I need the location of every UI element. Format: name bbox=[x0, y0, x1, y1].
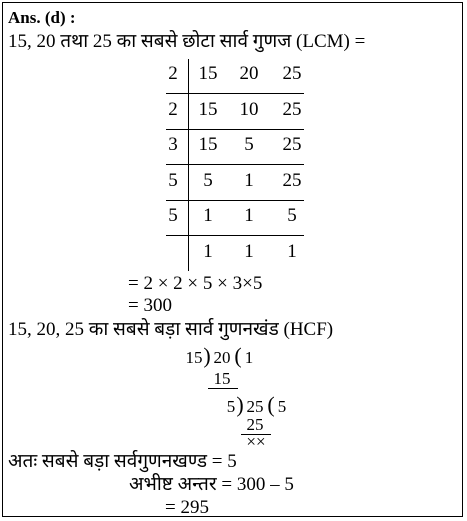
hcf-subtract-1: 15 bbox=[213, 369, 231, 388]
table-cell: 15 bbox=[198, 99, 218, 120]
divisor: 2 bbox=[168, 99, 178, 120]
table-cell: 5 bbox=[287, 205, 297, 226]
table-vertical-divider bbox=[188, 59, 189, 271]
divisor: 5 bbox=[168, 170, 178, 191]
required-difference: अभीष्ट अन्तर = 300 – 5 bbox=[129, 474, 294, 495]
answer-label: Ans. (d) : bbox=[8, 8, 76, 27]
divisor: 5 bbox=[168, 205, 178, 226]
division-bracket: ( bbox=[267, 392, 275, 417]
table-rule bbox=[166, 93, 304, 94]
final-result: = 295 bbox=[165, 497, 209, 518]
table-rule bbox=[166, 164, 304, 165]
subtract-rule bbox=[208, 388, 238, 389]
table-cell: 20 bbox=[239, 63, 259, 84]
hcf-quotient-2: 5 bbox=[277, 397, 287, 416]
table-cell: 25 bbox=[282, 99, 302, 120]
hcf-conclusion: अतः सबसे बड़ा सर्वगुणनखण्ड = 5 bbox=[8, 451, 237, 472]
lcm-heading: 15, 20 तथा 25 का सबसे छोटा सार्व गुणज (LCM) = bbox=[8, 31, 366, 52]
division-bracket: ) bbox=[203, 343, 211, 368]
hcf-subtract-2: 25 bbox=[246, 415, 264, 434]
table-cell: 5 bbox=[203, 170, 213, 191]
hcf-divisor-1: 15 bbox=[185, 348, 203, 367]
hcf-dividend-2: 25 bbox=[246, 397, 264, 416]
table-rule bbox=[166, 200, 304, 201]
answer-box bbox=[2, 2, 463, 517]
division-bracket: ( bbox=[234, 343, 242, 368]
table-cell: 1 bbox=[203, 241, 213, 262]
table-cell: 1 bbox=[244, 241, 254, 262]
hcf-remainder: ×× bbox=[246, 432, 266, 451]
divisor: 3 bbox=[168, 134, 178, 155]
divisor: 2 bbox=[168, 63, 178, 84]
table-cell: 1 bbox=[244, 170, 254, 191]
table-cell: 5 bbox=[244, 134, 254, 155]
hcf-divisor-2: 5 bbox=[226, 397, 236, 416]
hcf-heading: 15, 20, 25 का सबसे बड़ा सार्व गुणनखंड (HCF) bbox=[8, 319, 334, 340]
table-cell: 1 bbox=[287, 241, 297, 262]
table-cell: 15 bbox=[198, 63, 218, 84]
table-cell: 1 bbox=[244, 205, 254, 226]
table-cell: 25 bbox=[282, 170, 302, 191]
hcf-quotient-1: 1 bbox=[244, 348, 254, 367]
table-cell: 15 bbox=[198, 134, 218, 155]
table-cell: 25 bbox=[282, 134, 302, 155]
table-cell: 25 bbox=[282, 63, 302, 84]
table-cell: 1 bbox=[203, 205, 213, 226]
table-rule bbox=[166, 235, 304, 236]
table-rule bbox=[166, 129, 304, 130]
division-bracket: ) bbox=[236, 392, 244, 417]
table-cell: 10 bbox=[239, 99, 259, 120]
hcf-dividend-1: 20 bbox=[213, 348, 231, 367]
lcm-product: = 2 × 2 × 5 × 3×5 bbox=[128, 273, 263, 294]
lcm-result: = 300 bbox=[128, 295, 172, 316]
